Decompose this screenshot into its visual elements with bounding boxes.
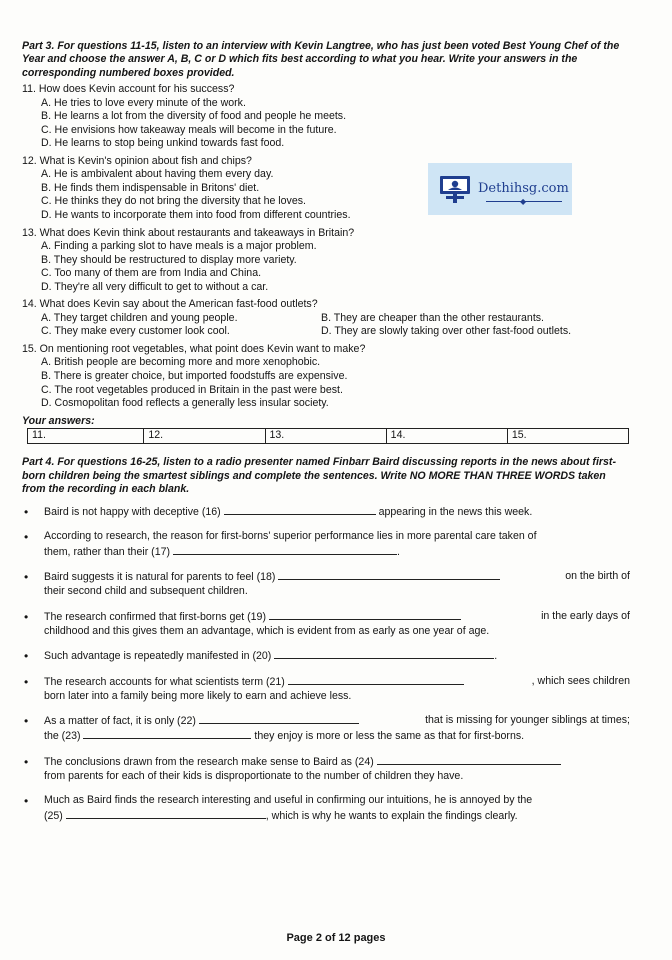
blank-18[interactable] [278, 569, 500, 580]
answers-label: Your answers: [22, 414, 95, 427]
sentence-text: The research confirmed that first-borns get (19) [44, 610, 266, 623]
sentence-text: Baird is not happy with deceptive (16) [44, 506, 221, 519]
sentence-19 [22, 609, 630, 639]
answer-box-11[interactable]: 11. [28, 429, 144, 444]
question-stem: 11. How does Kevin account for his success? [22, 83, 235, 96]
option-a: A. Finding a parking slot to have meals is a major problem. [41, 240, 317, 253]
sentence-16 [22, 504, 630, 519]
answer-box-14[interactable]: 14. [386, 429, 507, 444]
sentence-text: The research accounts for what scientists term (21) [44, 675, 285, 688]
answer-box-13[interactable]: 13. [265, 429, 386, 444]
option-c: C. He envisions how takeaway meals will become in the future. [41, 123, 337, 136]
option-d: D. They're all very difficult to get to without a car. [41, 280, 269, 293]
answer-box-12[interactable]: 12. [144, 429, 265, 444]
dethihsg-logo[interactable] [428, 163, 572, 215]
option-a: A. He is ambivalent about having them every day. [41, 168, 274, 181]
logo-text: Dethihsg.com [478, 180, 569, 196]
option-c: C. The root vegetables produced in Britain in the past were best. [41, 383, 343, 396]
sentence-24 [22, 754, 630, 784]
question-14 [22, 298, 630, 339]
sentence-text: The conclusions drawn from the research make sense to Baird as (24) [44, 755, 374, 768]
sentence-text: Such advantage is repeatedly manifested in (20) [44, 650, 272, 663]
option-b: B. They should be restructured to display more variety. [41, 253, 297, 266]
sentence-text: in the early days of [541, 609, 630, 622]
sentence-25 [22, 793, 630, 823]
sentence-text: Baird suggests it is natural for parents to feel (18) [44, 571, 276, 584]
blank-19[interactable] [269, 609, 461, 620]
sentence-text: According to research, the reason for first-borns' superior performance lies in more parental care taken of [44, 530, 537, 543]
sentence-text: childhood and this gives them an advantage, which is evident from as early as one year of age. [44, 624, 490, 637]
question-stem: 15. On mentioning root vegetables, what point does Kevin want to make? [22, 342, 366, 355]
sentence-list [22, 504, 630, 823]
sentence-text: on the birth of [565, 570, 630, 583]
exam-page [22, 40, 630, 833]
sentence-text: them, rather than their (17) [44, 545, 171, 558]
sentence-text: , which is why he wants to explain the findings clearly. [265, 809, 518, 822]
sentence-20 [22, 648, 630, 663]
option-a: A. They target children and young people. [41, 311, 238, 324]
blank-16[interactable] [224, 504, 376, 515]
question-13 [22, 227, 630, 295]
sentence-text: born later into a family being more likely to earn and achieve less. [44, 689, 352, 702]
option-a: A. British people are becoming more and more xenophobic. [41, 356, 321, 369]
option-b: B. They are cheaper than the other restaurants. [321, 311, 544, 324]
sentence-22 [22, 713, 630, 744]
question-11 [22, 83, 630, 151]
part4-instructions: Part 4. For questions 16-25, listen to a radio presenter named Finbarr Baird discussing reports in the news about first-born children being the smartest siblings and complete the sentences. Write NO MORE THAN THREE WORDS taken from the recording in each blank. [22, 456, 616, 495]
sentence-text: that is missing for younger siblings at times; [425, 714, 630, 727]
sentence-text: . [494, 650, 498, 663]
answer-boxes [27, 428, 629, 444]
sentence-text: the (23) [44, 730, 81, 743]
option-a: A. He tries to love every minute of the work. [41, 96, 246, 109]
sentence-text: , which sees children [531, 674, 630, 687]
blank-25[interactable] [66, 808, 266, 819]
blank-20[interactable] [274, 648, 494, 659]
sentence-text: from parents for each of their kids is disproportionate to the number of children they have. [44, 770, 464, 783]
option-c: C. He thinks they do not bring the diversity that he loves. [41, 195, 306, 208]
sentence-text: they enjoy is more or less the same as that for first-borns. [254, 730, 525, 743]
option-b: B. He finds them indispensable in Britons' diet. [41, 181, 260, 194]
sentence-text: their second child and subsequent children. [44, 585, 248, 598]
sentence-text: Much as Baird finds the research interesting and useful in confirming our intuitions, he is annoyed by the [44, 794, 533, 807]
question-stem: 13. What does Kevin think about restaurants and takeaways in Britain? [22, 226, 355, 239]
part3-instructions: Part 3. For questions 11-15, listen to an interview with Kevin Langtree, who has just been voted Best Young Chef of the Year and choose the answer A, B, C or D which fits best according to what you hear. Write your answers in the corresponding numbered boxes provided. [22, 40, 620, 79]
sentence-18 [22, 569, 630, 599]
question-stem: 12. What is Kevin's opinion about fish and chips? [22, 154, 252, 167]
question-15 [22, 343, 630, 411]
sentence-17 [22, 529, 630, 559]
diamond-icon: ◆ [520, 197, 527, 206]
sentence-text: (25) [44, 809, 63, 822]
option-d: D. They are slowly taking over other fast-food outlets. [321, 325, 572, 338]
blank-17[interactable] [173, 544, 397, 555]
option-b: B. There is greater choice, but imported foodstuffs are expensive. [41, 369, 348, 382]
blank-24[interactable] [377, 754, 561, 765]
option-c: C. They make every customer look cool. [41, 325, 230, 338]
sentence-21 [22, 674, 630, 704]
blank-23[interactable] [83, 728, 251, 739]
blank-21[interactable] [288, 674, 464, 685]
option-d: D. Cosmopolitan food reflects a generally less insular society. [41, 397, 329, 410]
option-d: D. He wants to incorporate them into food from different countries. [41, 208, 351, 221]
option-d: D. He learns to stop being unkind towards fast food. [41, 137, 285, 150]
option-c: C. Too many of them are from India and China. [41, 267, 262, 280]
blank-22[interactable] [199, 713, 359, 724]
teacher-board-icon [438, 174, 472, 204]
sentence-text: As a matter of fact, it is only (22) [44, 715, 196, 728]
sentence-text: appearing in the news this week. [378, 506, 533, 519]
answer-box-15[interactable]: 15. [507, 429, 628, 444]
sentence-text: . [396, 545, 400, 558]
question-stem: 14. What does Kevin say about the American fast-food outlets? [22, 298, 318, 311]
option-b: B. He learns a lot from the diversity of food and people he meets. [41, 110, 347, 123]
page-number: Page 2 of 12 pages [286, 932, 386, 944]
